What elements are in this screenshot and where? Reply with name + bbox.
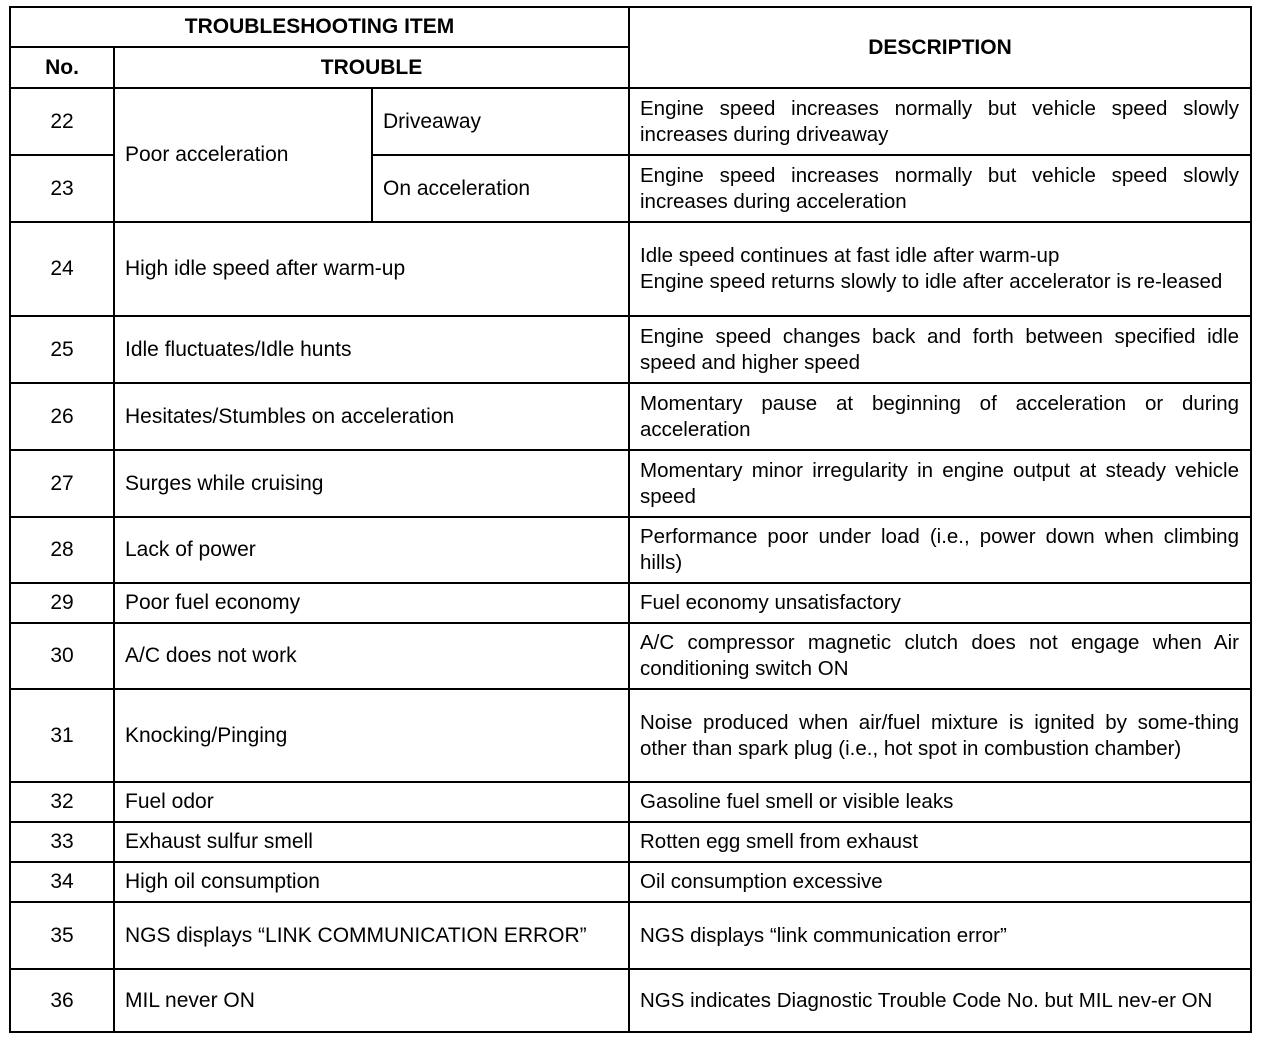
row-trouble: Poor fuel economy [114, 583, 629, 623]
row-description: A/C compressor magnetic clutch does not engage when Air conditioning switch ON [629, 623, 1251, 689]
table-row [10, 88, 1251, 155]
row-trouble: Hesitates/Stumbles on acceleration [114, 383, 629, 450]
table-row [10, 782, 1251, 822]
row-description: NGS indicates Diagnostic Trouble Code No. but MIL nev-er ON [629, 969, 1251, 1032]
row-description: NGS displays “link communication error” [629, 902, 1251, 969]
row-trouble: Idle fluctuates/Idle hunts [114, 316, 629, 383]
row-number: 24 [10, 222, 114, 316]
row-description: Engine speed changes back and forth between specified idle speed and higher speed [629, 316, 1251, 383]
table-row [10, 822, 1251, 862]
row-number: 29 [10, 583, 114, 623]
row-trouble: MIL never ON [114, 969, 629, 1032]
header-row [10, 7, 1251, 47]
table-row [10, 383, 1251, 450]
row-number: 30 [10, 623, 114, 689]
table-row [10, 969, 1251, 1032]
row-number: 35 [10, 902, 114, 969]
table-row [10, 517, 1251, 583]
row-trouble: High oil consumption [114, 862, 629, 902]
row-number: 31 [10, 689, 114, 782]
row-number: 34 [10, 862, 114, 902]
row-number: 27 [10, 450, 114, 517]
row-description: Momentary pause at beginning of acceleration or during acceleration [629, 383, 1251, 450]
row-number: 22 [10, 88, 114, 155]
row-description: Gasoline fuel smell or visible leaks [629, 782, 1251, 822]
table-row [10, 862, 1251, 902]
trouble-header: TROUBLE [114, 47, 629, 88]
row-trouble: High idle speed after warm-up [114, 222, 629, 316]
row-description: Idle speed continues at fast idle after warm-up Engine speed returns slowly to idle after accelerator is re-leased [629, 222, 1251, 316]
row-number: 28 [10, 517, 114, 583]
row-description: Performance poor under load (i.e., power down when climbing hills) [629, 517, 1251, 583]
trouble-poor-acceleration: Poor acceleration [114, 88, 372, 222]
row-description: Fuel economy unsatisfactory [629, 583, 1251, 623]
row-description: Oil consumption excessive [629, 862, 1251, 902]
table-row [10, 583, 1251, 623]
row-description: Engine speed increases normally but vehicle speed slowly increases during driveaway [629, 88, 1251, 155]
troubleshooting-table [9, 6, 1252, 1033]
row-number: 33 [10, 822, 114, 862]
table-row [10, 316, 1251, 383]
table-row [10, 450, 1251, 517]
row-trouble: Exhaust sulfur smell [114, 822, 629, 862]
description-header: DESCRIPTION [629, 7, 1251, 88]
row-trouble: NGS displays “LINK COMMUNICATION ERROR” [114, 902, 629, 969]
table-row [10, 902, 1251, 969]
trouble-sub-on-acceleration: On acceleration [372, 155, 629, 222]
row-trouble: Surges while cruising [114, 450, 629, 517]
no-header: No. [10, 47, 114, 88]
row-number: 25 [10, 316, 114, 383]
table-row [10, 222, 1251, 316]
row-description: Rotten egg smell from exhaust [629, 822, 1251, 862]
row-trouble: Knocking/Pinging [114, 689, 629, 782]
row-number: 36 [10, 969, 114, 1032]
row-trouble: Fuel odor [114, 782, 629, 822]
row-description: Engine speed increases normally but vehicle speed slowly increases during acceleration [629, 155, 1251, 222]
row-number: 26 [10, 383, 114, 450]
table-row [10, 689, 1251, 782]
row-number: 23 [10, 155, 114, 222]
row-description: Momentary minor irregularity in engine output at steady vehicle speed [629, 450, 1251, 517]
row-trouble: A/C does not work [114, 623, 629, 689]
troubleshooting-item-header: TROUBLESHOOTING ITEM [10, 7, 629, 47]
trouble-sub-driveaway: Driveaway [372, 88, 629, 155]
row-trouble: Lack of power [114, 517, 629, 583]
row-description: Noise produced when air/fuel mixture is ignited by some-thing other than spark plug (i.e., hot spot in combustion chamber) [629, 689, 1251, 782]
row-number: 32 [10, 782, 114, 822]
table-row [10, 623, 1251, 689]
